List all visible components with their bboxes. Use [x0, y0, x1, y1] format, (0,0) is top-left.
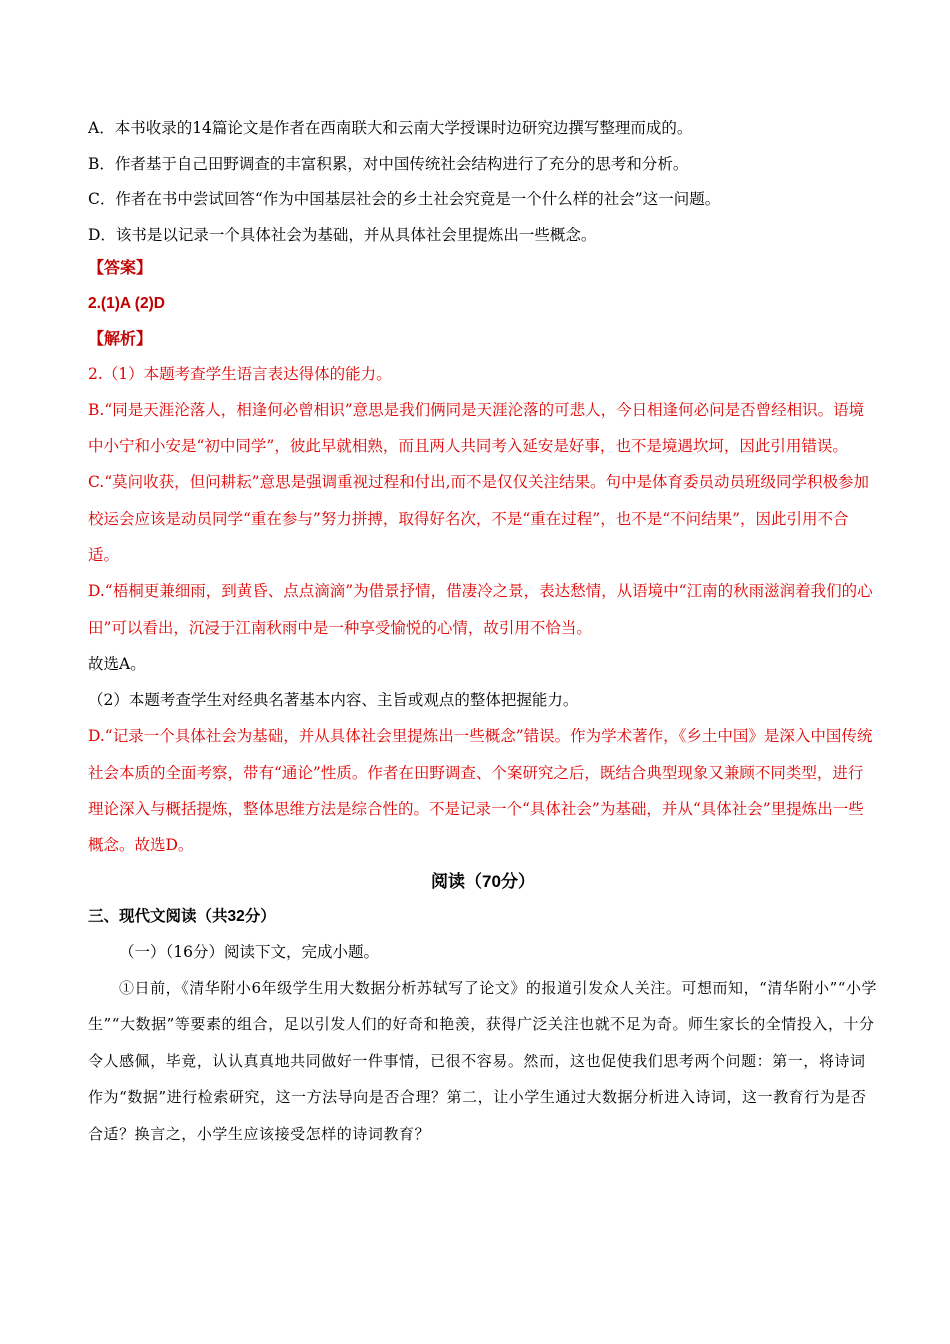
option-c: C．作者在书中尝试回答“作为中国基层社会的乡土社会究竟是一个什么样的社会”这一问题。 [88, 190, 721, 209]
analysis-option-c: C.“莫问收获，但问耕耘”意思是强调重视过程和付出,而不是仅仅关注结果。句中是体育委员动员班级同学积极参加校运会应该是动员同学“重在参与”努力拼搏，取得好名次，不是“重在过程”，也不是“不问结果”，因此引用不合适。 [88, 473, 870, 564]
analysis-choose-a: 故选A。 [88, 654, 146, 673]
answer-text: 2.(1)A (2)D [88, 294, 165, 312]
passage-paragraph-1: ①日前，《清华附小6年级学生用大数据分析苏轼写了论文》的报道引发众人关注。可想而知，“清华附小”“小学生”“大数据”等要素的组合，足以引发人们的好奇和艳羡，获得广泛关注也就不足为奇。师生家长的全情投入，十分令人感佩，毕竟，认认真真地共同做好一件事情，已很不容易。然而，这也促使我们思考两个问题：第一，将诗词作为“数据”进行检索研究，这一方法导向是否合理？第二，让小学生通过大数据分析进入诗词，这一教育行为是否合适？换言之，小学生应该接受怎样的诗词教育？ [88, 978, 878, 1143]
analysis-option-b: B.“同是天涯沦落人，相逢何必曾相识”意思是我们俩同是天涯沦落的可悲人，今日相逢何必问是否曾经相识。语境中小宁和小安是“初中同学”，彼此早就相熟，而且两人共同考入延安是好事，也不是境遇坎坷，因此引用错误。 [88, 400, 865, 456]
option-a: A．本书收录的14篇论文是作者在西南联大和云南大学授课时边研究边撰写整理而成的。 [88, 119, 693, 137]
option-d: D．该书是以记录一个具体社会为基础，并从具体社会里提炼出一些概念。 [88, 225, 597, 244]
analysis-tag: 【解析】 [88, 330, 153, 348]
document-page [88, 118, 878, 1152]
analysis-q2-intro: （2）本题考查学生对经典名著基本内容、主旨或观点的整体把握能力。 [88, 691, 579, 710]
part1-intro: （一）（16分）阅读下文，完成小题。 [119, 942, 379, 961]
section3-title: 三、现代文阅读（共32分） [88, 907, 276, 925]
option-b: B．作者基于自己田野调查的丰富积累，对中国传统社会结构进行了充分的思考和分析。 [88, 154, 689, 173]
reading-title: 阅读（70分） [431, 871, 535, 891]
answer-tag: 【答案】 [88, 259, 153, 277]
analysis-q1-intro: 2.（1）本题考查学生语言表达得体的能力。 [88, 364, 392, 383]
analysis-option-d: D.“梧桐更兼细雨，到黄昏、点点滴滴”为借景抒情，借凄冷之景，表达愁情，从语境中“江南的秋雨滋润着我们的心田”可以看出，沉浸于江南秋雨中是一种享受愉悦的心情，故引用不恰当。 [88, 582, 873, 637]
analysis-q2-option-d: D.“记录一个具体社会为基础，并从具体社会里提炼出一些概念”错误。作为学术著作，《乡土中国》是深入中国传统社会本质的全面考察，带有“通论”性质。作者在田野调查、个案研究之后，既结合典型现象又兼顾不同类型，进行理论深入与概括提炼，整体思维方法是综合性的。不是记录一个“具体社会”为基础，并从“具体社会”里提炼出一些概念。故选D。 [88, 727, 873, 855]
